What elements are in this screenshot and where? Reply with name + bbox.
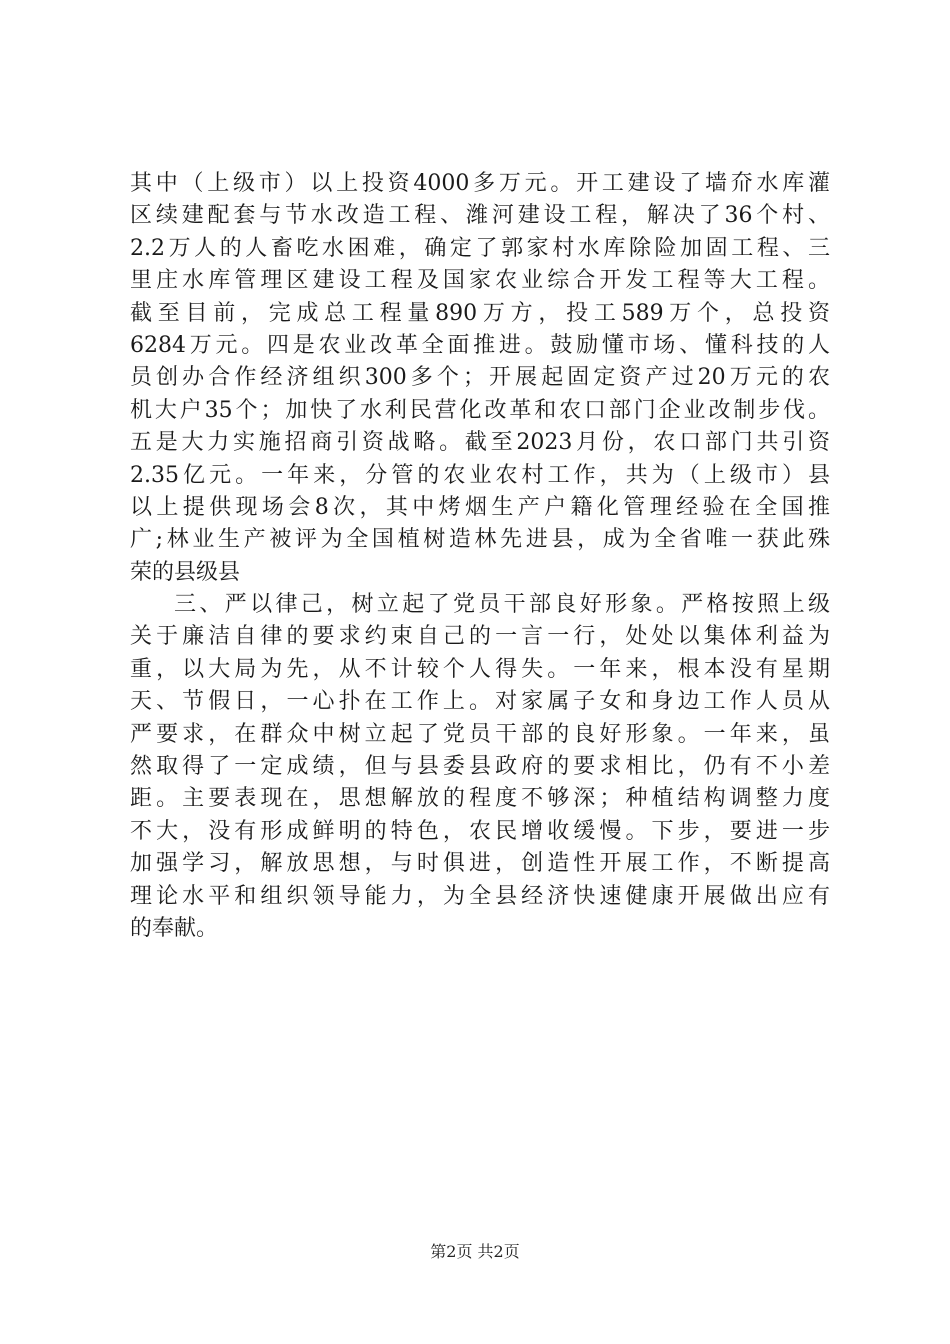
- text-line: 其中（上级市）以上投资4000多万元。开工建设了墙夼水库灌: [130, 171, 830, 196]
- text-line: 关于廉洁自律的要求约束自己的一言一行，处处以集体利益为: [130, 624, 830, 650]
- text-line: 里庄水库管理区建设工程及国家农业综合开发工程等大工程。: [130, 268, 830, 294]
- text-line: 三、严以律己，树立起了党员干部良好形象。严格按照上级: [174, 592, 830, 618]
- page-number-footer: 第2页 共2页: [430, 1242, 520, 1261]
- text-line: 严要求，在群众中树立起了党员干部的良好形象。一年来，虽: [130, 721, 830, 747]
- text-line: 加强学习，解放思想，与时俱进，创造性开展工作，不断提高: [130, 851, 830, 877]
- text-line: 天、节假日，一心扑在工作上。对家属子女和身边工作人员从: [130, 689, 830, 715]
- text-line: 不大，没有形成鲜明的特色，农民增收缓慢。下步，要进一步: [130, 818, 830, 844]
- text-line: 的奉献。: [130, 915, 219, 941]
- text-line: 广;林业生产被评为全国植树造林先进县，成为全省唯一获此殊: [130, 527, 830, 553]
- text-line: 重，以大局为先，从不计较个人得失。一年来，根本没有星期: [130, 656, 830, 682]
- text-line: 距。主要表现在，思想解放的程度不够深；种植结构调整力度: [130, 786, 830, 812]
- text-line: 区续建配套与节水改造工程、潍河建设工程，解决了36个村、: [130, 203, 830, 229]
- text-line: 2.2万人的人畜吃水困难，确定了郭家村水库除险加固工程、三: [130, 235, 830, 261]
- text-line: 五是大力实施招商引资战略。截至2023月份，农口部门共引资: [130, 430, 830, 456]
- text-line: 2.35亿元。一年来，分管的农业农村工作，共为（上级市）县: [130, 462, 830, 488]
- text-line: 然取得了一定成绩，但与县委县政府的要求相比，仍有不小差: [130, 754, 830, 780]
- text-line: 理论水平和组织领导能力，为全县经济快速健康开展做出应有: [130, 883, 830, 909]
- text-line: 截至目前，完成总工程量890万方，投工589万个，总投资: [130, 300, 830, 326]
- document-body: [130, 168, 830, 945]
- text-line: 6284万元。四是农业改革全面推进。鼓励懂市场、懂科技的人: [130, 332, 830, 358]
- text-line: 机大户35个；加快了水利民营化改革和农口部门企业改制步伐。: [130, 397, 830, 423]
- text-line: 员创办合作经济组织300多个；开展起固定资产过20万元的农: [130, 365, 830, 391]
- text-line: 荣的县级县: [130, 559, 241, 585]
- text-line: 以上提供现场会8次，其中烤烟生产户籍化管理经验在全国推: [130, 494, 830, 520]
